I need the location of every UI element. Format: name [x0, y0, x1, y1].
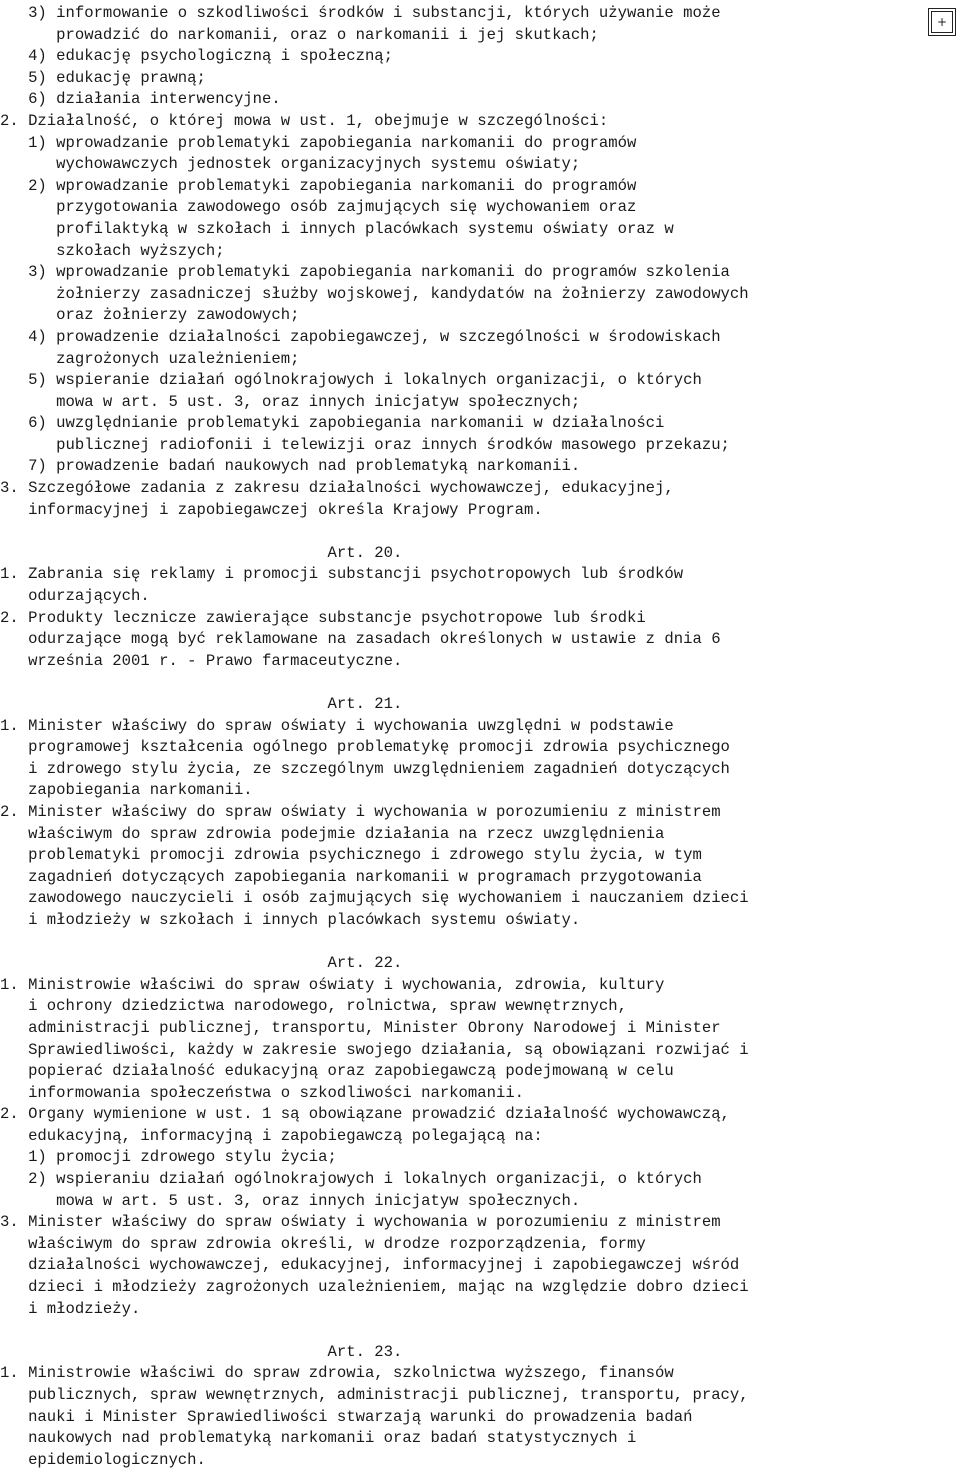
text-line: Sprawiedliwości, każdy w zakresie swojego działania, są obowiązani rozwijać i [0, 1040, 749, 1059]
text-line: żołnierzy zasadniczej służby wojskowej, kandydatów na żołnierzy zawodowych [0, 284, 749, 303]
text-line: publicznych, spraw wewnętrznych, administracji publicznej, transportu, pracy, [0, 1386, 749, 1404]
text-line: publicznej radiofonii i telewizji oraz innych środków masowego przekazu; [0, 435, 730, 454]
text-line: 2. Produkty lecznicze zawierające substancje psychotropowe lub środki [0, 608, 646, 627]
expand-button[interactable] [928, 8, 956, 36]
text-line: 6) uwzględnianie problematyki zapobiegania narkomanii w działalności [0, 414, 665, 433]
text-line: informowania społeczeństwa o szkodliwości narkomanii. [0, 1083, 525, 1102]
text-line: i ochrony dziedzictwa narodowego, rolnictwa, spraw wewnętrznych, [0, 997, 627, 1016]
text-line: zapobiegania narkomanii. [0, 781, 253, 800]
text-line: właściwym do spraw zdrowia podejmie działania na rzecz uwzględnienia [0, 824, 665, 843]
text-line: oraz żołnierzy zawodowych; [0, 306, 300, 325]
text-line: dzieci i młodzieży zagrożonych uzależnieniem, mając na względzie dobro dzieci [0, 1278, 749, 1297]
text-line: szkołach wyższych; [0, 241, 225, 260]
plus-icon: + [931, 11, 953, 33]
text-line: 1) promocji zdrowego stylu życia; [0, 1148, 337, 1167]
text-line: informacyjnej i zapobiegawczej określa Krajowy Program. [0, 500, 543, 519]
text-line: 1. Minister właściwy do spraw oświaty i wychowania uwzględni w podstawie [0, 716, 674, 735]
text-line: edukacyjną, informacyjną i zapobiegawczą polegającą na: [0, 1126, 543, 1145]
text-line: właściwym do spraw zdrowia określi, w drodze rozporządzenia, formy [0, 1234, 646, 1253]
text-line: zagadnień dotyczących zapobiegania narkomanii w programach przygotowania [0, 867, 702, 886]
text-line: 2. Działalność, o której mowa w ust. 1, obejmuje w szczególności: [0, 111, 609, 130]
text-line: nauki i Minister Sprawiedliwości stwarzają warunki do prowadzenia badań [0, 1407, 693, 1426]
text-line: popierać działalność edukacyjną oraz zapobiegawczą podejmowaną w celu [0, 1062, 674, 1081]
text-line: 2. Minister właściwy do spraw oświaty i wychowania w porozumieniu z ministrem [0, 802, 721, 821]
text-line: 1) wprowadzanie problematyki zapobiegania narkomanii do programów [0, 133, 637, 152]
text-line: 1. Zabrania się reklamy i promocji substancji psychotropowych lub środków [0, 565, 684, 584]
blank-line [0, 1320, 749, 1342]
text-line: epidemiologicznych. [0, 1450, 206, 1469]
text-line: 3) wprowadzanie problematyki zapobiegania narkomanii do programów szkolenia [0, 263, 730, 282]
text-line: 4) edukację psychologiczną i społeczną; [0, 47, 394, 66]
text-line: mowa w art. 5 ust. 3, oraz innych inicjatyw społecznych. [0, 1191, 581, 1210]
text-line: i zdrowego stylu życia, ze szczególnym uwzględnieniem zagadnień dotyczących [0, 759, 730, 778]
text-line: 3. Szczegółowe zadania z zakresu działalności wychowawczej, edukacyjnej, [0, 479, 674, 498]
text-line: 2. Organy wymienione w ust. 1 są obowiązane prowadzić działalność wychowawczą, [0, 1105, 730, 1124]
text-line: wychowawczych jednostek organizacyjnych systemu oświaty; [0, 155, 581, 174]
text-line: odurzających. [0, 587, 150, 606]
text-line: naukowych nad problematyką narkomanii oraz badań statystycznych i [0, 1429, 637, 1448]
text-line: zagrożonych uzależnieniem; [0, 349, 300, 368]
text-line: przygotowania zawodowego osób zajmujących się wychowaniem oraz [0, 198, 637, 217]
text-line: administracji publicznej, transportu, Minister Obrony Narodowej i Minister [0, 1018, 721, 1037]
text-line: 1. Ministrowie właściwi do spraw zdrowia, szkolnictwa wyższego, finansów [0, 1364, 674, 1383]
text-line: i młodzieży w szkołach i innych placówkach systemu oświaty. [0, 910, 581, 929]
blank-line [0, 672, 749, 694]
text-line: działalności wychowawczej, edukacyjnej, informacyjnej i zapobiegawczej wśród [0, 1256, 740, 1275]
blank-line [0, 932, 749, 954]
article-heading: Art. 22. [0, 954, 403, 973]
document-text [0, 3, 749, 1471]
article-heading: Art. 23. [0, 1342, 403, 1361]
text-line: 3) informowanie o szkodliwości środków i substancji, których używanie może [0, 4, 721, 22]
text-line: profilaktyką w szkołach i innych placówkach systemu oświaty oraz w [0, 219, 674, 238]
text-line: 7) prowadzenie badań naukowych nad problematyką narkomanii. [0, 457, 581, 476]
text-line: 6) działania interwencyjne. [0, 90, 281, 109]
blank-line [0, 521, 749, 543]
text-line: 5) wspieranie działań ogólnokrajowych i lokalnych organizacji, o których [0, 371, 702, 390]
text-line: 2) wprowadzanie problematyki zapobiegania narkomanii do programów [0, 176, 637, 195]
article-heading: Art. 20. [0, 543, 403, 562]
text-line: 1. Ministrowie właściwi do spraw oświaty i wychowania, zdrowia, kultury [0, 975, 665, 994]
text-line: mowa w art. 5 ust. 3, oraz innych inicjatyw społecznych; [0, 392, 581, 411]
text-line: 5) edukację prawną; [0, 68, 206, 87]
text-line: 3. Minister właściwy do spraw oświaty i wychowania w porozumieniu z ministrem [0, 1213, 721, 1232]
text-line: programowej kształcenia ogólnego problematykę promocji zdrowia psychicznego [0, 738, 730, 757]
text-line: 4) prowadzenie działalności zapobiegawczej, w szczególności w środowiskach [0, 327, 721, 346]
text-line: 2) wspieraniu działań ogólnokrajowych i lokalnych organizacji, o których [0, 1170, 702, 1189]
text-line: i młodzieży. [0, 1299, 141, 1318]
article-heading: Art. 21. [0, 695, 403, 713]
text-line: odurzające mogą być reklamowane na zasadach określonych w ustawie z dnia 6 [0, 630, 721, 649]
text-line: problematyki promocji zdrowia psychicznego i zdrowego stylu życia, w tym [0, 846, 702, 865]
text-line: prowadzić do narkomanii, oraz o narkomanii i jej skutkach; [0, 25, 599, 44]
text-line: września 2001 r. - Prawo farmaceutyczne. [0, 651, 403, 670]
text-line: zawodowego nauczycieli i osób zajmujących się wychowaniem i nauczaniem dzieci [0, 889, 749, 908]
